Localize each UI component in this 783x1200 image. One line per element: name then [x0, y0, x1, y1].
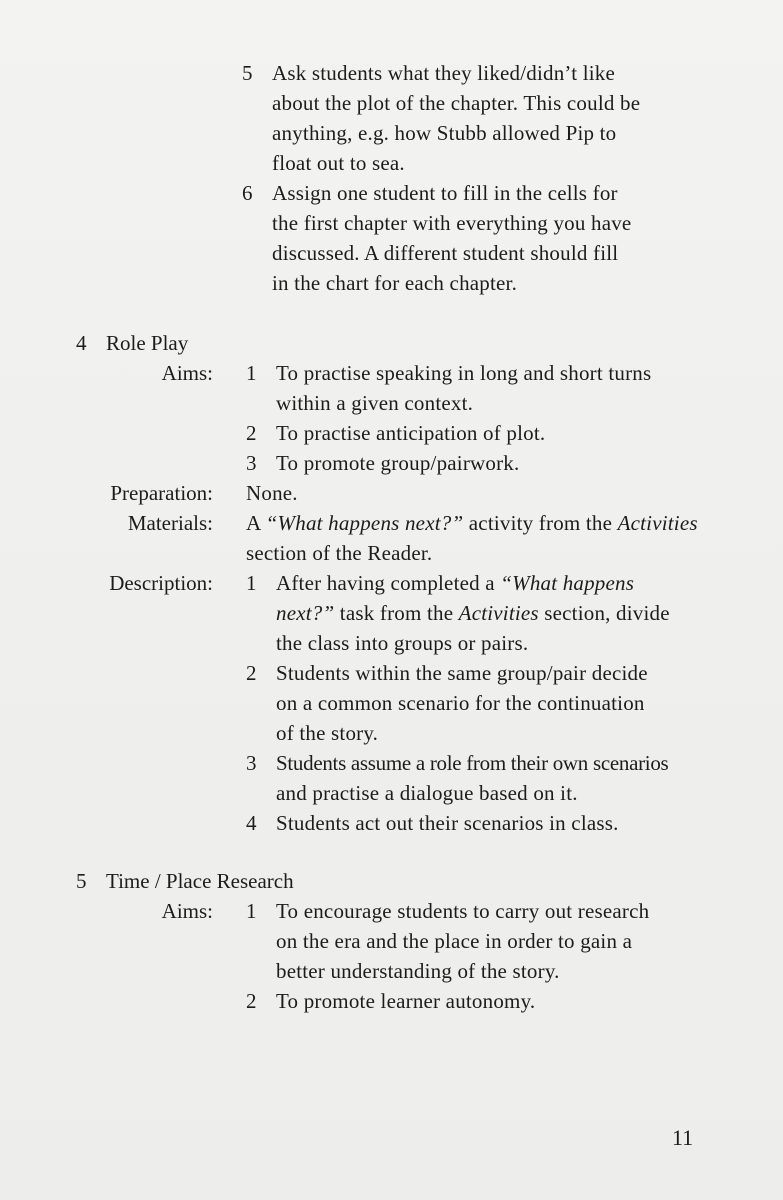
description-text: After having completed a “What happens [276, 571, 635, 595]
description-number: 1 [246, 571, 257, 595]
list-item-text: discussed. A different student should fill [272, 241, 619, 265]
materials-label: Materials: [127, 511, 213, 535]
activity-number: 5 [76, 869, 87, 893]
materials-text: section of the Reader. [246, 541, 433, 565]
aims-label: Aims: [161, 899, 213, 923]
description-number: 4 [246, 811, 257, 835]
list-item-text: anything, e.g. how Stubb allowed Pip to [272, 121, 617, 145]
page-number: 11 [672, 1125, 694, 1150]
description-text: of the story. [276, 721, 379, 745]
aim-number: 3 [246, 451, 257, 475]
materials-text: A “What happens next?” activity from the Activities [246, 511, 698, 535]
description-text: the class into groups or pairs. [276, 631, 529, 655]
aim-number: 2 [246, 421, 257, 445]
list-item-number: 5 [242, 61, 253, 85]
preparation-label: Preparation: [110, 481, 213, 505]
activity-number: 4 [76, 331, 87, 355]
list-item-text: in the chart for each chapter. [272, 271, 518, 295]
description-text: Students act out their scenarios in class. [276, 811, 619, 835]
activity-title: Role Play [106, 331, 189, 355]
list-item-text: Assign one student to fill in the cells for [272, 181, 618, 205]
list-item-text: about the plot of the chapter. This could be [272, 91, 641, 115]
activity-title: Time / Place Research [106, 869, 294, 893]
aim-number: 2 [246, 989, 257, 1013]
aim-text: To practise speaking in long and short turns [276, 361, 652, 385]
aim-text: within a given context. [276, 391, 474, 415]
aim-number: 1 [246, 361, 257, 385]
description-number: 3 [246, 751, 257, 775]
preparation-value: None. [246, 481, 298, 505]
description-text: on a common scenario for the continuation [276, 691, 645, 715]
list-item-text: Ask students what they liked/didn’t like [272, 61, 615, 85]
description-text: Students within the same group/pair decide [276, 661, 648, 685]
aim-number: 1 [246, 899, 257, 923]
aim-text: on the era and the place in order to gain a [276, 929, 633, 953]
description-text: next?” task from the Activities section, divide [276, 601, 670, 625]
description-text: Students assume a role from their own scenarios [276, 751, 669, 775]
aim-text: To encourage students to carry out research [276, 899, 650, 923]
aim-text: better understanding of the story. [276, 959, 560, 983]
list-item-text: the first chapter with everything you have [272, 211, 632, 235]
aim-text: To practise anticipation of plot. [276, 421, 546, 445]
aim-text: To promote group/pairwork. [276, 451, 520, 475]
list-item-text: float out to sea. [272, 151, 405, 175]
list-item-number: 6 [242, 181, 253, 205]
description-text: and practise a dialogue based on it. [276, 781, 578, 805]
description-number: 2 [246, 661, 257, 685]
aim-text: To promote learner autonomy. [276, 989, 536, 1013]
description-label: Description: [109, 571, 213, 595]
aims-label: Aims: [161, 361, 213, 385]
